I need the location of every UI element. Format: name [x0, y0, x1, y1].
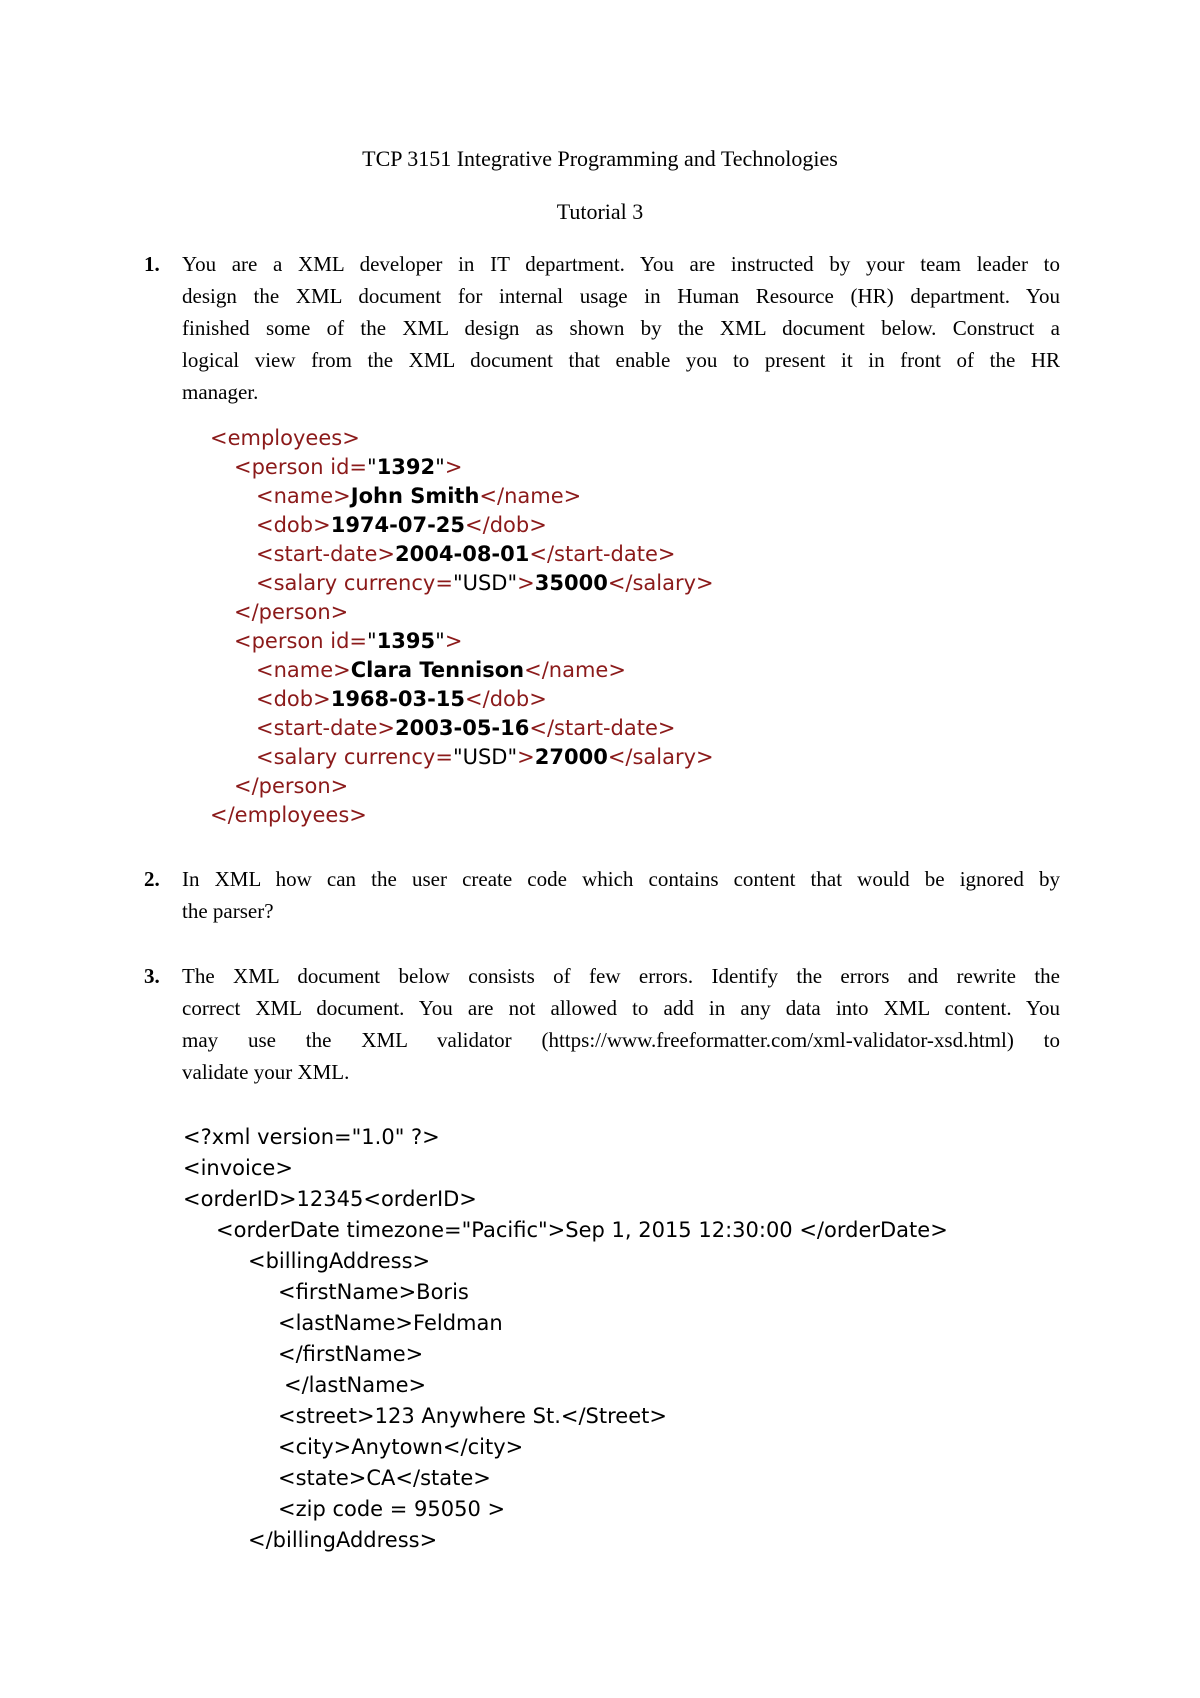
code-line: <dob>1968-03-15</dob>	[256, 687, 547, 711]
code-line: <zip code = 95050 >	[278, 1497, 506, 1521]
code-line: <orderDate timezone="Pacific">Sep 1, 2015 12:30:00 </orderDate>	[216, 1218, 948, 1242]
question-1-line: manager.	[182, 380, 259, 404]
question-3-line: correct XML document. You are not allowed to add in any data into XML content. You	[182, 996, 1060, 1020]
code-line: <person id="1395">	[234, 629, 463, 653]
question-1-line: logical view from the XML document that enable you to present it in front of the HR	[182, 348, 1060, 372]
code-line: </employees>	[210, 803, 367, 827]
code-line: </billingAddress>	[248, 1528, 438, 1552]
code-line: <?xml version="1.0" ?>	[183, 1125, 440, 1149]
code-line: <start-date>2003-05-16</start-date>	[256, 716, 676, 740]
question-1-text	[182, 248, 1060, 408]
code-line: </lastName>	[284, 1373, 427, 1397]
code-line: </person>	[234, 600, 349, 624]
code-line: <person id="1392">	[234, 455, 463, 479]
code-line: <employees>	[210, 426, 360, 450]
code-line: <name>Clara Tennison</name>	[256, 658, 626, 682]
code-line: <state>CA</state>	[278, 1466, 491, 1490]
question-1-number: 1.	[144, 252, 160, 276]
question-2-line: the parser?	[182, 899, 274, 923]
document-title: TCP 3151 Integrative Programming and Technologies	[362, 146, 838, 171]
code-line: <lastName>Feldman	[278, 1311, 503, 1335]
question-3-line: The XML document below consists of few errors. Identify the errors and rewrite the	[182, 964, 1060, 988]
tutorial-subtitle: Tutorial 3	[556, 199, 644, 224]
question-2-number: 2.	[144, 867, 160, 891]
question-3-number: 3.	[144, 964, 160, 988]
code-line: <salary currency="USD">35000</salary>	[256, 571, 714, 595]
question-1-line: You are a XML developer in IT department. You are instructed by your team leader to	[182, 252, 1060, 276]
code-line: <invoice>	[183, 1156, 293, 1180]
question-1-line: design the XML document for internal usage in Human Resource (HR) department. You	[182, 284, 1060, 308]
question-1-line: finished some of the XML design as shown by the XML document below. Construct a	[182, 316, 1060, 340]
code-line: <firstName>Boris	[278, 1280, 469, 1304]
code-line: <salary currency="USD">27000</salary>	[256, 745, 714, 769]
code-line: <dob>1974-07-25</dob>	[256, 513, 547, 537]
question-2-line: In XML how can the user create code which contains content that would be ignored by	[182, 867, 1060, 891]
code-line: <orderID>12345<orderID>	[183, 1187, 477, 1211]
code-line: <city>Anytown</city>	[278, 1435, 524, 1459]
question-3-line: validate your XML.	[182, 1060, 350, 1084]
code-line: <name>John Smith</name>	[256, 484, 582, 508]
question-2-text	[182, 863, 1060, 927]
code-line: <billingAddress>	[248, 1249, 431, 1273]
code-line: <street>123 Anywhere St.</Street>	[278, 1404, 667, 1428]
question-3-text	[182, 960, 1060, 1088]
code-line: <start-date>2004-08-01</start-date>	[256, 542, 676, 566]
code-line: </firstName>	[278, 1342, 424, 1366]
question-3-line: may use the XML validator (https://www.freeformatter.com/xml-validator-xsd.html) to	[182, 1028, 1060, 1052]
code-line: </person>	[234, 774, 349, 798]
